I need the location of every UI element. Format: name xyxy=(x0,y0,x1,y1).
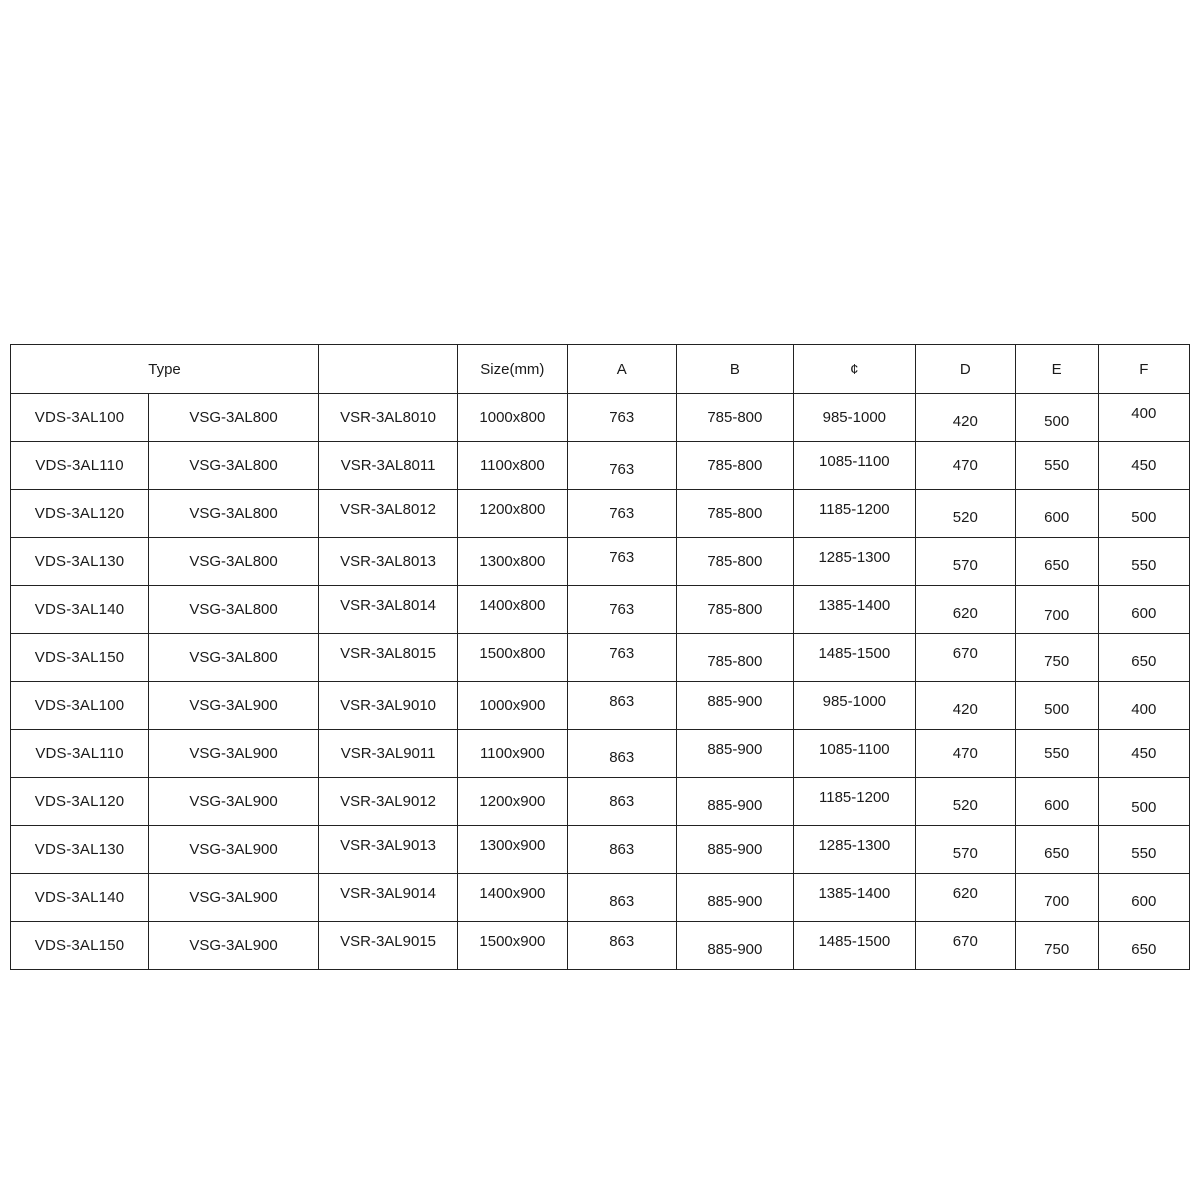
table-row xyxy=(11,586,1190,634)
cell-type3: VSR-3AL8014 xyxy=(319,582,458,630)
cell-d: 620 xyxy=(915,590,1015,638)
cell-b: 785-800 xyxy=(676,586,793,634)
cell-type1: VDS-3AL110 xyxy=(11,730,149,778)
cell-e: 650 xyxy=(1015,542,1098,590)
cell-type3: VSR-3AL9014 xyxy=(319,870,458,918)
cell-c: 1385-1400 xyxy=(793,582,915,630)
table-row xyxy=(11,874,1190,922)
cell-f: 550 xyxy=(1098,542,1189,590)
cell-type3: VSR-3AL8010 xyxy=(319,394,458,442)
cell-e: 750 xyxy=(1015,926,1098,974)
table-row xyxy=(11,538,1190,586)
cell-b: 885-900 xyxy=(676,678,793,726)
cell-size: 1400x800 xyxy=(458,582,567,630)
column-header-d: D xyxy=(915,345,1015,394)
cell-a: 763 xyxy=(567,394,676,442)
cell-type1: VDS-3AL130 xyxy=(11,538,149,586)
cell-type1: VDS-3AL140 xyxy=(11,586,149,634)
cell-a: 863 xyxy=(567,826,676,874)
cell-f: 550 xyxy=(1098,830,1189,878)
cell-f: 650 xyxy=(1098,926,1189,974)
table-row xyxy=(11,634,1190,682)
cell-a: 863 xyxy=(567,918,676,966)
cell-c: 1385-1400 xyxy=(793,870,915,918)
cell-d: 620 xyxy=(915,870,1015,918)
cell-b: 885-900 xyxy=(676,782,793,830)
table-row xyxy=(11,490,1190,538)
column-header-a: A xyxy=(567,345,676,394)
cell-b: 785-800 xyxy=(676,394,793,442)
column-header-c: ¢ xyxy=(793,345,915,394)
cell-type1: VDS-3AL130 xyxy=(11,826,149,874)
cell-type2: VSG-3AL800 xyxy=(149,586,319,634)
cell-d: 420 xyxy=(915,398,1015,446)
cell-d: 520 xyxy=(915,494,1015,542)
cell-a: 763 xyxy=(567,586,676,634)
cell-size: 1100x800 xyxy=(458,442,567,490)
cell-d: 520 xyxy=(915,782,1015,830)
cell-size: 1200x800 xyxy=(458,486,567,534)
cell-type3: VSR-3AL9011 xyxy=(319,730,458,778)
cell-a: 763 xyxy=(567,630,676,678)
column-header-e: E xyxy=(1015,345,1098,394)
cell-type2: VSG-3AL900 xyxy=(149,922,319,970)
specification-table xyxy=(10,344,1190,970)
cell-f: 500 xyxy=(1098,784,1189,832)
cell-c: 1285-1300 xyxy=(793,822,915,870)
cell-type2: VSG-3AL900 xyxy=(149,826,319,874)
cell-b: 885-900 xyxy=(676,726,793,774)
table-header xyxy=(11,345,1190,394)
cell-d: 470 xyxy=(915,442,1015,490)
cell-type3: VSR-3AL8013 xyxy=(319,538,458,586)
cell-type2: VSG-3AL800 xyxy=(149,394,319,442)
cell-size: 1000x800 xyxy=(458,394,567,442)
cell-e: 550 xyxy=(1015,730,1098,778)
cell-type1: VDS-3AL140 xyxy=(11,874,149,922)
table-row xyxy=(11,394,1190,442)
cell-type1: VDS-3AL120 xyxy=(11,490,149,538)
table-body xyxy=(11,394,1190,970)
cell-e: 600 xyxy=(1015,494,1098,542)
cell-e: 700 xyxy=(1015,592,1098,640)
table-row xyxy=(11,922,1190,970)
cell-e: 500 xyxy=(1015,686,1098,734)
cell-type3: VSR-3AL8012 xyxy=(319,486,458,534)
header-row xyxy=(11,345,1190,394)
spec-table-container xyxy=(10,344,1190,970)
cell-type2: VSG-3AL900 xyxy=(149,874,319,922)
cell-b: 785-800 xyxy=(676,538,793,586)
cell-type3: VSR-3AL9012 xyxy=(319,778,458,826)
cell-d: 470 xyxy=(915,730,1015,778)
cell-c: 985-1000 xyxy=(793,394,915,442)
cell-size: 1100x900 xyxy=(458,730,567,778)
cell-c: 985-1000 xyxy=(793,678,915,726)
cell-b: 785-800 xyxy=(676,638,793,686)
cell-d: 570 xyxy=(915,542,1015,590)
table-row xyxy=(11,826,1190,874)
cell-f: 400 xyxy=(1098,686,1189,734)
cell-type2: VSG-3AL900 xyxy=(149,730,319,778)
cell-e: 550 xyxy=(1015,442,1098,490)
cell-size: 1500x800 xyxy=(458,630,567,678)
cell-f: 400 xyxy=(1098,390,1189,438)
cell-type1: VDS-3AL100 xyxy=(11,394,149,442)
cell-b: 885-900 xyxy=(676,878,793,926)
cell-type2: VSG-3AL900 xyxy=(149,778,319,826)
cell-b: 785-800 xyxy=(676,490,793,538)
table-row xyxy=(11,682,1190,730)
cell-size: 1300x800 xyxy=(458,538,567,586)
cell-f: 500 xyxy=(1098,494,1189,542)
cell-d: 570 xyxy=(915,830,1015,878)
cell-a: 863 xyxy=(567,878,676,926)
cell-type1: VDS-3AL120 xyxy=(11,778,149,826)
cell-size: 1300x900 xyxy=(458,822,567,870)
cell-c: 1485-1500 xyxy=(793,918,915,966)
cell-f: 450 xyxy=(1098,730,1189,778)
cell-a: 863 xyxy=(567,678,676,726)
cell-type2: VSG-3AL800 xyxy=(149,442,319,490)
cell-d: 420 xyxy=(915,686,1015,734)
cell-a: 863 xyxy=(567,734,676,782)
column-header-type: Type xyxy=(11,345,319,394)
cell-type1: VDS-3AL150 xyxy=(11,634,149,682)
cell-type1: VDS-3AL150 xyxy=(11,922,149,970)
column-header-f: F xyxy=(1098,345,1189,394)
cell-c: 1485-1500 xyxy=(793,630,915,678)
cell-type1: VDS-3AL100 xyxy=(11,682,149,730)
cell-type1: VDS-3AL110 xyxy=(11,442,149,490)
cell-b: 885-900 xyxy=(676,826,793,874)
cell-a: 763 xyxy=(567,490,676,538)
cell-type3: VSR-3AL9010 xyxy=(319,682,458,730)
cell-size: 1500x900 xyxy=(458,918,567,966)
cell-f: 650 xyxy=(1098,638,1189,686)
cell-c: 1185-1200 xyxy=(793,486,915,534)
cell-c: 1185-1200 xyxy=(793,774,915,822)
cell-f: 450 xyxy=(1098,442,1189,490)
column-header-size: Size(mm) xyxy=(458,345,567,394)
cell-f: 600 xyxy=(1098,590,1189,638)
cell-e: 750 xyxy=(1015,638,1098,686)
table-row xyxy=(11,730,1190,778)
cell-c: 1085-1100 xyxy=(793,726,915,774)
cell-b: 885-900 xyxy=(676,926,793,974)
cell-e: 500 xyxy=(1015,398,1098,446)
cell-size: 1000x900 xyxy=(458,682,567,730)
column-header-model xyxy=(319,345,458,394)
table-row xyxy=(11,778,1190,826)
column-header-b: B xyxy=(676,345,793,394)
table-row xyxy=(11,442,1190,490)
cell-d: 670 xyxy=(915,630,1015,678)
cell-type2: VSG-3AL900 xyxy=(149,682,319,730)
cell-a: 763 xyxy=(567,534,676,582)
cell-type3: VSR-3AL9015 xyxy=(319,918,458,966)
cell-type3: VSR-3AL8011 xyxy=(319,442,458,490)
cell-type2: VSG-3AL800 xyxy=(149,634,319,682)
cell-size: 1200x900 xyxy=(458,778,567,826)
cell-e: 650 xyxy=(1015,830,1098,878)
cell-f: 600 xyxy=(1098,878,1189,926)
cell-a: 863 xyxy=(567,778,676,826)
cell-type2: VSG-3AL800 xyxy=(149,490,319,538)
cell-c: 1285-1300 xyxy=(793,534,915,582)
cell-d: 670 xyxy=(915,918,1015,966)
cell-a: 763 xyxy=(567,446,676,494)
cell-type2: VSG-3AL800 xyxy=(149,538,319,586)
cell-e: 600 xyxy=(1015,782,1098,830)
cell-c: 1085-1100 xyxy=(793,438,915,486)
cell-size: 1400x900 xyxy=(458,870,567,918)
cell-e: 700 xyxy=(1015,878,1098,926)
cell-type3: VSR-3AL9013 xyxy=(319,822,458,870)
cell-b: 785-800 xyxy=(676,442,793,490)
cell-type3: VSR-3AL8015 xyxy=(319,630,458,678)
